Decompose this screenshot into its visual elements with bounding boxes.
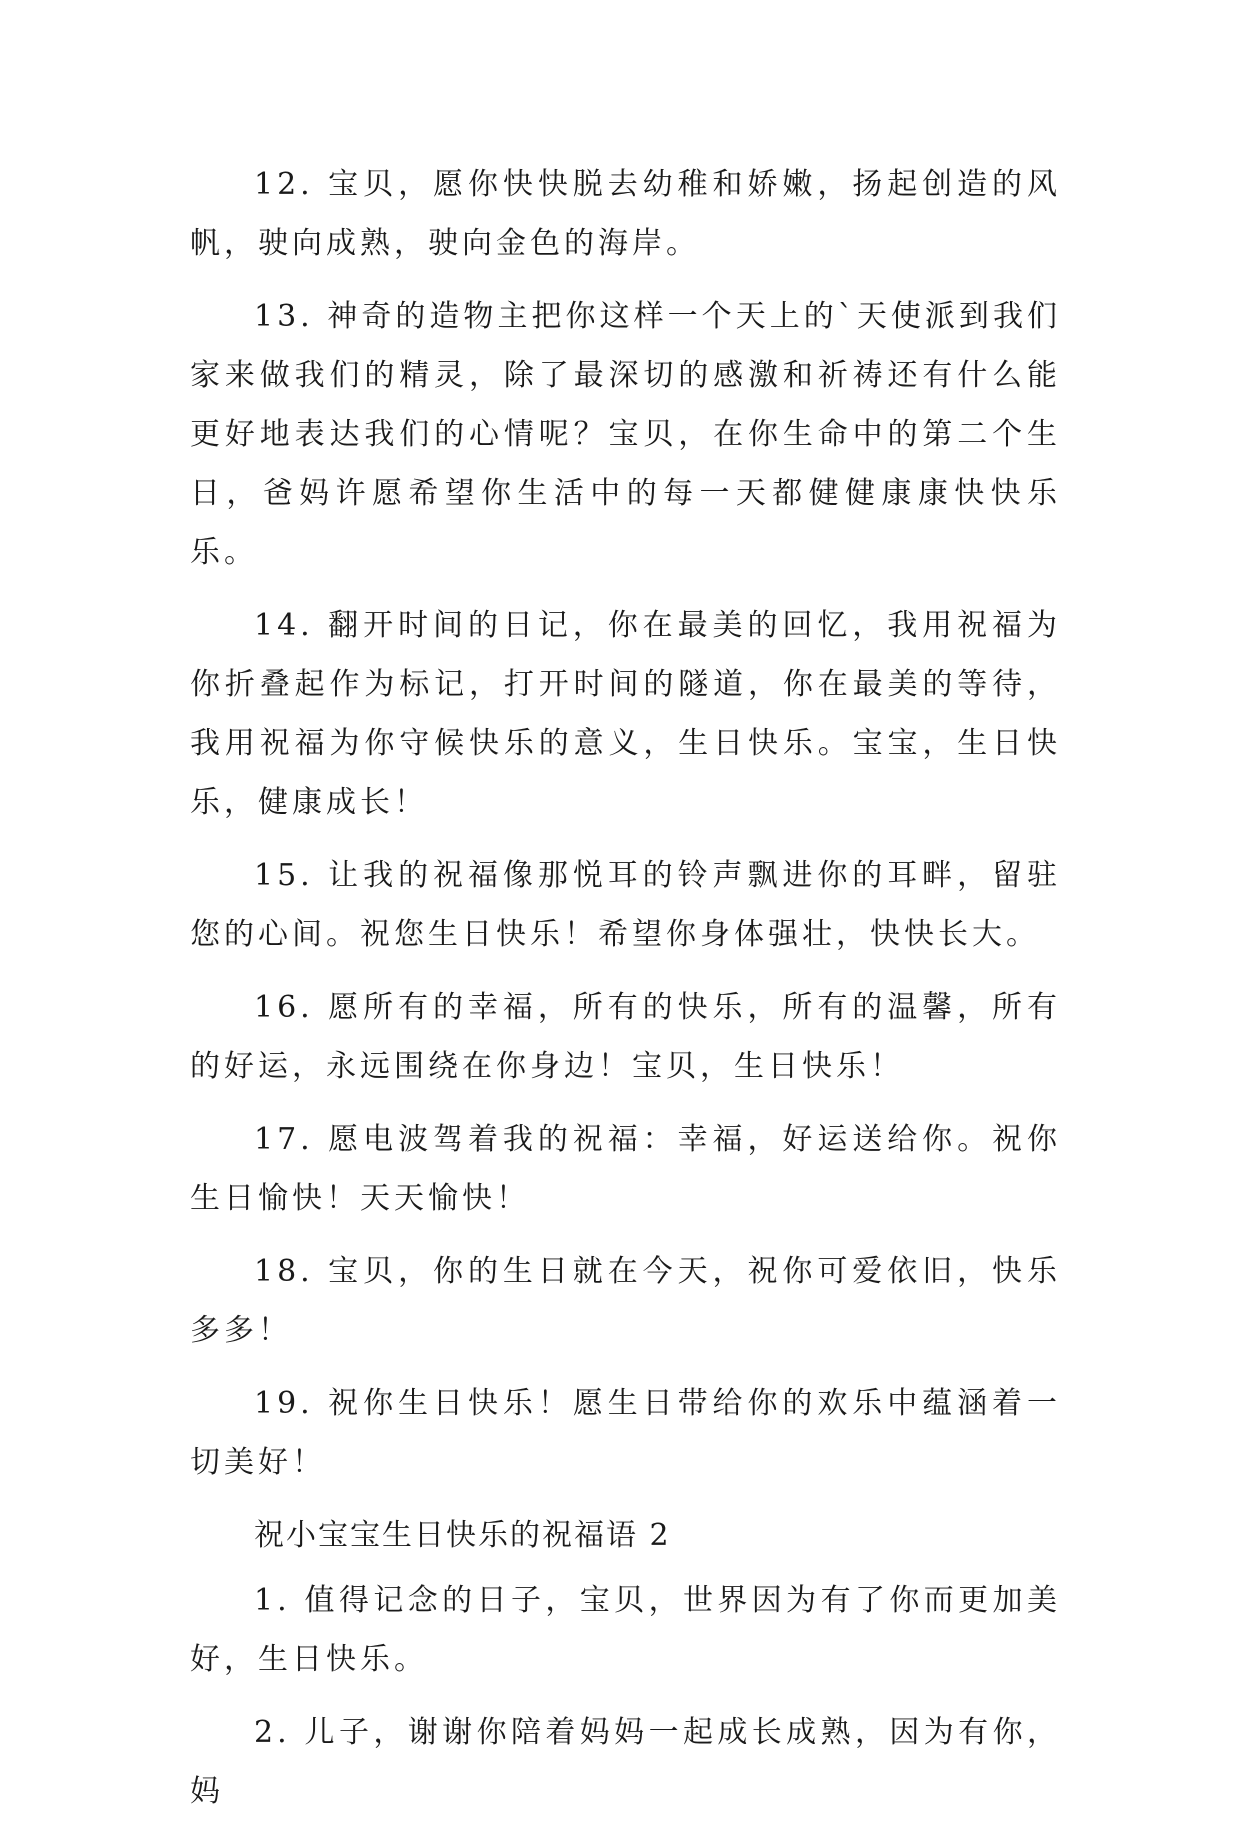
- paragraph-16: 16. 愿所有的幸福，所有的快乐，所有的温馨，所有的好运，永远围绕在你身边！宝贝，生日快乐！: [190, 990, 1061, 1084]
- section-heading: 祝小宝宝生日快乐的祝福语 2: [254, 1518, 671, 1553]
- paragraph-19: 19. 祝你生日快乐！愿生日带给你的欢乐中蕴涵着一切美好！: [190, 1386, 1061, 1480]
- paragraph-14: 14. 翻开时间的日记，你在最美的回忆，我用祝福为你折叠起作为标记，打开时间的隧道，你在最美的等待，我用祝福为你守候快乐的意义，生日快乐。宝宝，生日快乐，健康成长！: [190, 608, 1061, 820]
- paragraph-1: 1. 值得记念的日子，宝贝，世界因为有了你而更加美好，生日快乐。: [190, 1583, 1061, 1677]
- paragraph-18: 18. 宝贝，你的生日就在今天，祝你可爱依旧，快乐多多！: [190, 1254, 1061, 1348]
- paragraph-15: 15. 让我的祝福像那悦耳的铃声飘进你的耳畔，留驻您的心间。祝您生日快乐！希望你身体强壮，快快长大。: [190, 858, 1061, 952]
- paragraph-12: 12. 宝贝，愿你快快脱去幼稚和娇嫩，扬起创造的风帆，驶向成熟，驶向金色的海岸。: [190, 167, 1061, 261]
- paragraph-13: 13. 神奇的造物主把你这样一个天上的`天使派到我们家来做我们的精灵，除了最深切的感激和祈祷还有什么能更好地表达我们的心情呢？宝贝，在你生命中的第二个生日，爸妈许愿希望你生活中的每一天都健健康康快快乐乐。: [190, 299, 1061, 570]
- paragraph-2: 2. 儿子，谢谢你陪着妈妈一起成长成熟，因为有你，妈: [190, 1715, 1061, 1809]
- paragraph-17: 17. 愿电波驾着我的祝福：幸福，好运送给你。祝你生日愉快！天天愉快！: [190, 1122, 1061, 1216]
